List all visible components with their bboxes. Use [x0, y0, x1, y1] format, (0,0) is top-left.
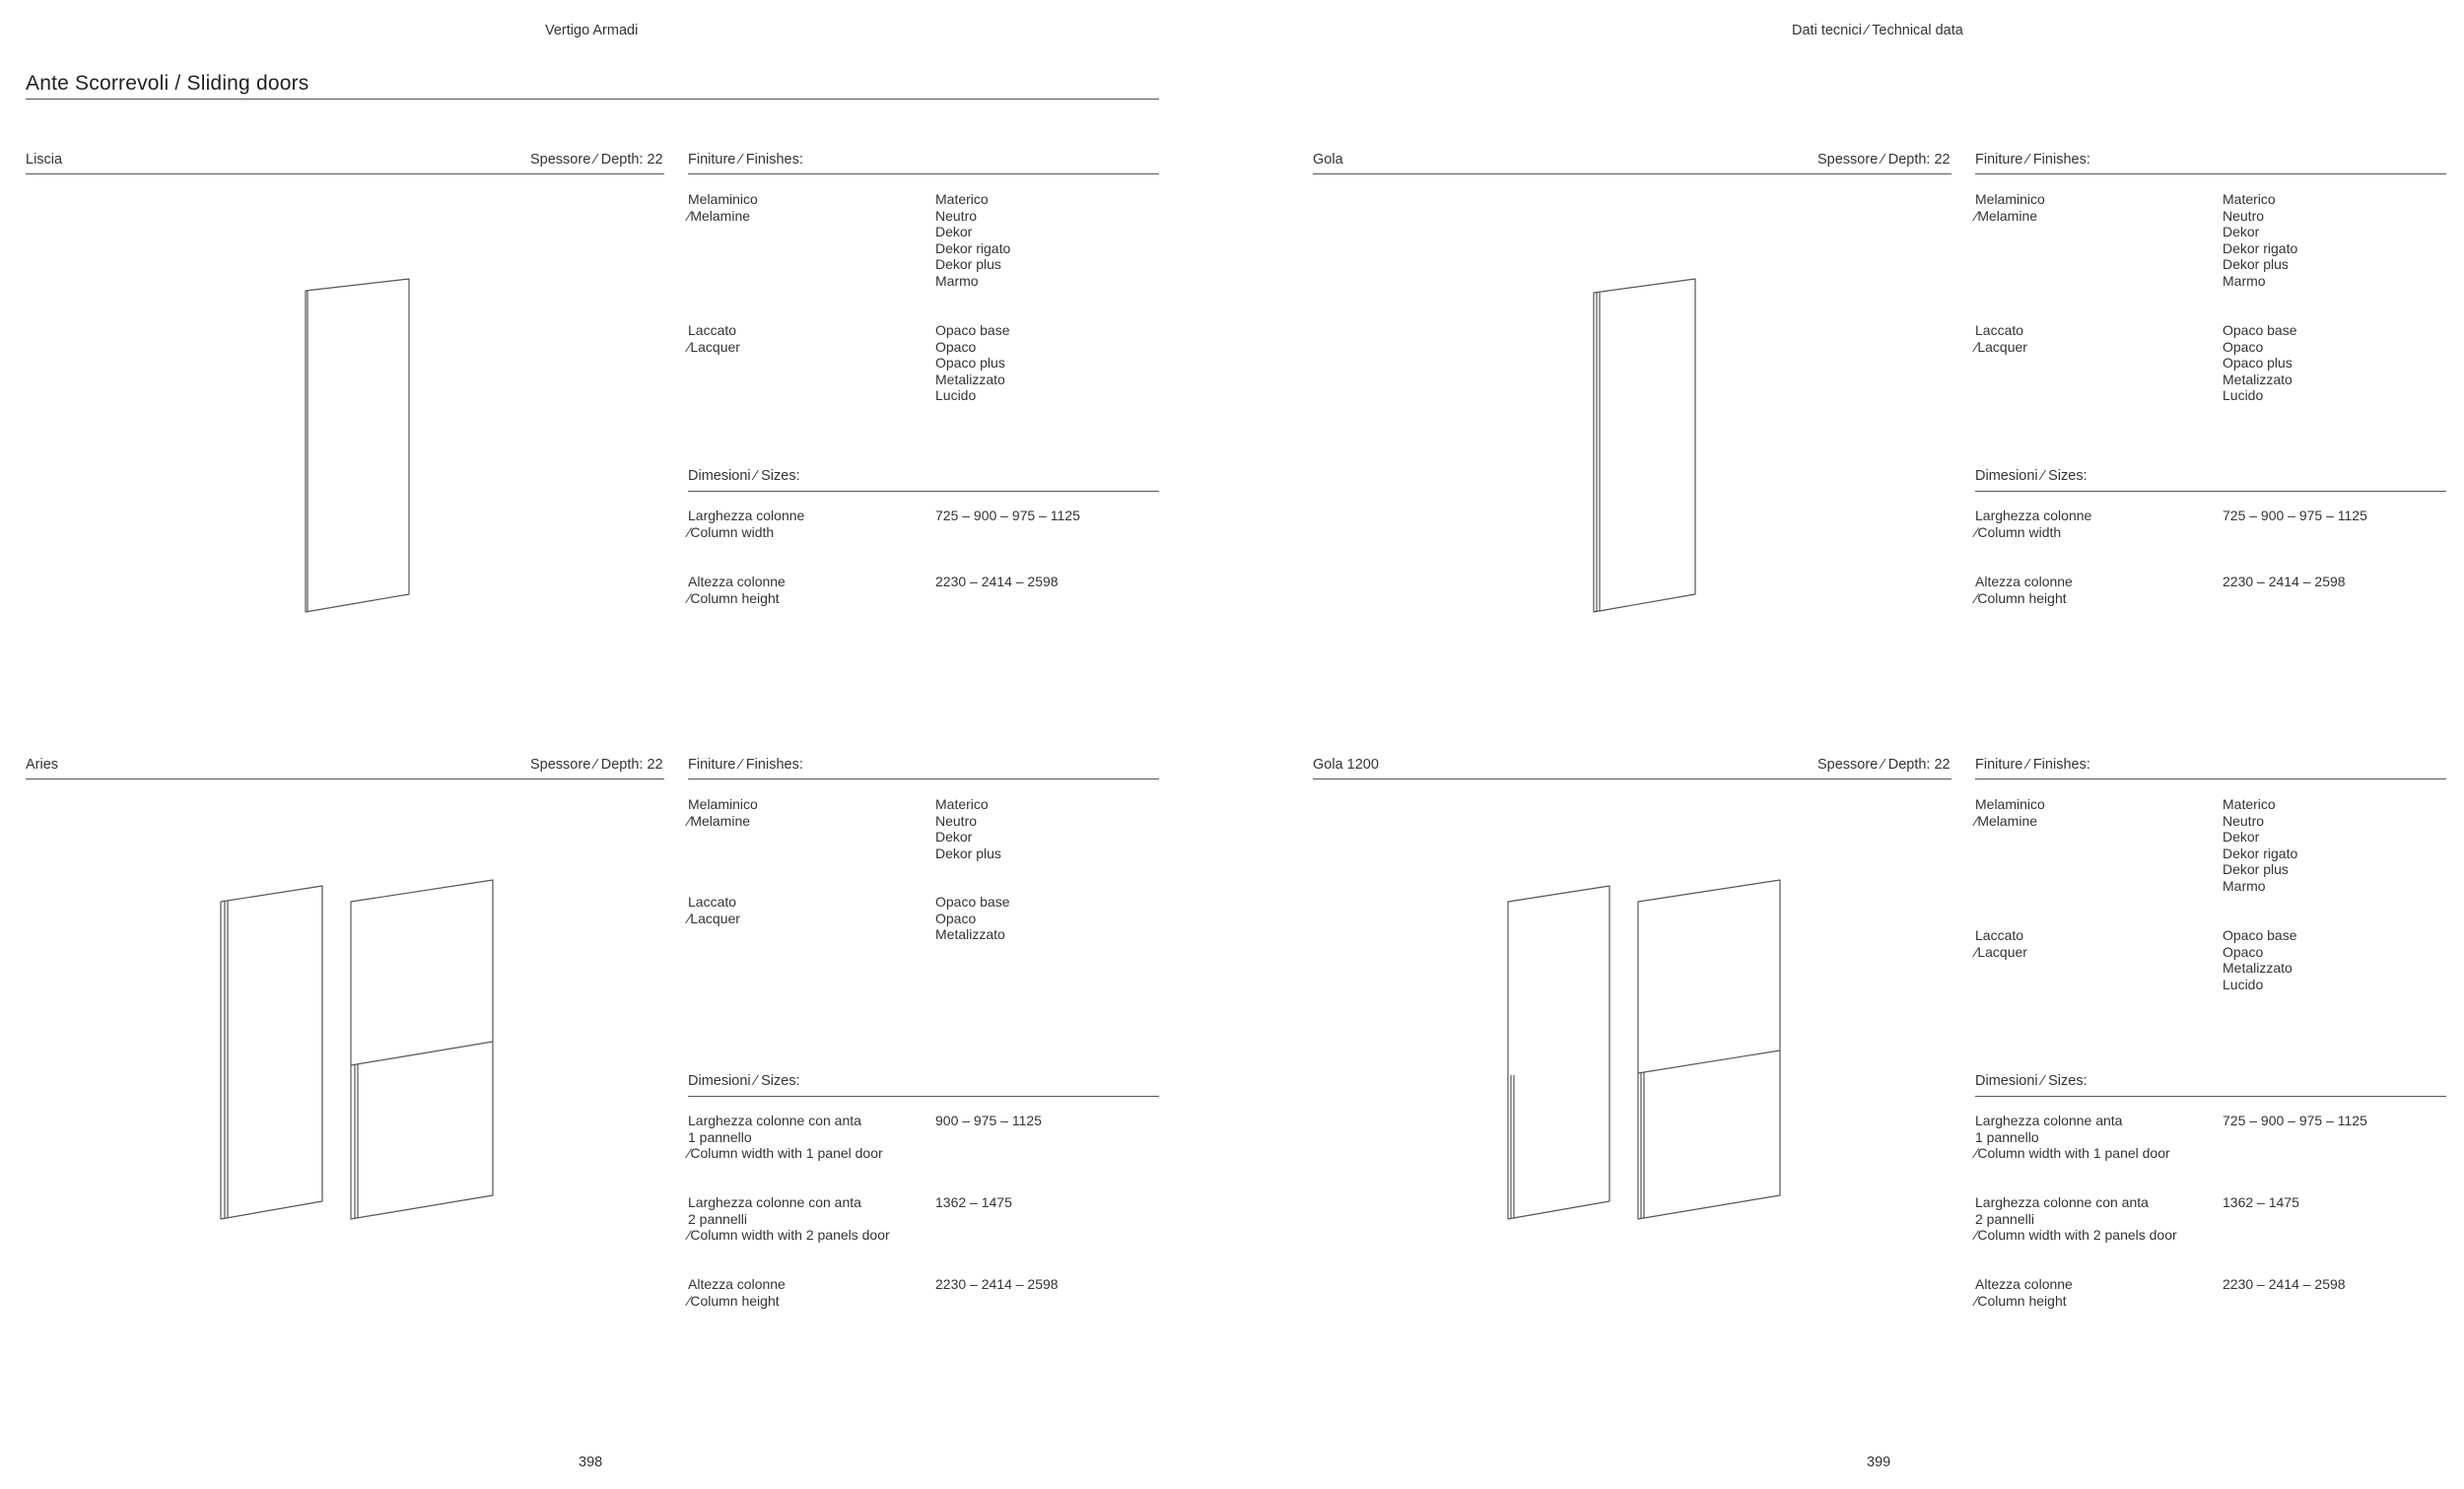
product-name: Gola 1200	[1313, 757, 1379, 773]
page-number-right: 399	[1867, 1455, 1891, 1470]
finish-label: Laccato ⁄Lacquer	[688, 322, 740, 355]
product-name: Liscia	[26, 152, 63, 168]
size-values: 1362 – 1475	[2223, 1194, 2299, 1210]
product-rule	[1313, 173, 1951, 174]
finish-label: Melaminico ⁄Melamine	[688, 191, 758, 224]
sizes-rule	[1975, 1096, 2446, 1097]
sizes-rule	[688, 491, 1159, 492]
size-values: 2230 – 2414 – 2598	[935, 574, 1059, 589]
page-number-left: 398	[579, 1455, 603, 1470]
size-values: 1362 – 1475	[935, 1194, 1012, 1210]
product-depth: Spessore ⁄ Depth: 22	[1817, 152, 1951, 168]
finish-values: Materico Neutro Dekor Dekor rigato Dekor plus Marmo	[2223, 796, 2298, 894]
finish-values: Opaco base Opaco Metalizzato Lucido	[2223, 927, 2297, 992]
door-panel	[306, 279, 409, 612]
product-rule	[1313, 778, 1951, 779]
door-panel-single	[1508, 886, 1609, 1219]
door-drawing-gola-1200	[1504, 872, 1790, 1222]
finish-label: Laccato ⁄Lacquer	[688, 894, 740, 926]
finishes-rule	[688, 778, 1159, 779]
size-label: Altezza colonne ⁄Column height	[1975, 574, 2073, 606]
sizes-heading: Dimesioni ⁄ Sizes:	[688, 468, 800, 484]
size-label: Larghezza colonne ⁄Column width	[1975, 508, 2092, 540]
finish-label: Laccato ⁄Lacquer	[1975, 927, 2027, 960]
size-label: Larghezza colonne ⁄Column width	[688, 508, 805, 540]
finishes-heading: Finiture ⁄ Finishes:	[688, 152, 803, 168]
title-rule	[26, 99, 1159, 100]
finish-values: Opaco base Opaco Opaco plus Metalizzato Lucido	[2223, 322, 2297, 404]
size-label: Larghezza colonne con anta 2 pannelli ⁄Column width with 2 panels door	[1975, 1194, 2177, 1244]
finish-values: Materico Neutro Dekor Dekor plus	[935, 796, 1001, 861]
size-label: Larghezza colonne con anta 2 pannelli ⁄Column width with 2 panels door	[688, 1194, 890, 1244]
running-header-left: Vertigo Armadi	[545, 23, 639, 38]
door-panel-divider	[1638, 1050, 1780, 1073]
sizes-rule	[1975, 491, 2446, 492]
product-name: Gola	[1313, 152, 1343, 168]
product-depth: Spessore ⁄ Depth: 22	[530, 757, 663, 773]
size-values: 2230 – 2414 – 2598	[2223, 1276, 2346, 1292]
sizes-rule	[688, 1096, 1159, 1097]
finish-values: Materico Neutro Dekor Dekor rigato Dekor plus Marmo	[935, 191, 1011, 289]
size-label: Altezza colonne ⁄Column height	[1975, 1276, 2073, 1309]
finishes-heading: Finiture ⁄ Finishes:	[688, 757, 803, 773]
product-depth: Spessore ⁄ Depth: 22	[1817, 757, 1951, 773]
finish-values: Opaco base Opaco Metalizzato	[935, 894, 1010, 943]
size-label: Larghezza colonne anta 1 pannello ⁄Column width with 1 panel door	[1975, 1113, 2170, 1162]
sizes-heading: Dimesioni ⁄ Sizes:	[688, 1073, 800, 1089]
size-values: 725 – 900 – 975 – 1125	[2223, 508, 2367, 523]
finish-label: Melaminico ⁄Melamine	[1975, 796, 2045, 829]
finishes-rule	[1975, 778, 2446, 779]
size-label: Altezza colonne ⁄Column height	[688, 574, 786, 606]
finish-label: Melaminico ⁄Melamine	[1975, 191, 2045, 224]
finishes-heading: Finiture ⁄ Finishes:	[1975, 152, 2090, 168]
door-drawing-aries	[217, 872, 503, 1222]
finishes-rule	[688, 173, 1159, 174]
product-rule	[26, 778, 664, 779]
sizes-heading: Dimesioni ⁄ Sizes:	[1975, 1073, 2088, 1089]
size-values: 725 – 900 – 975 – 1125	[935, 508, 1080, 523]
product-depth: Spessore ⁄ Depth: 22	[530, 152, 663, 168]
door-panel	[1594, 279, 1695, 612]
size-values: 900 – 975 – 1125	[935, 1113, 1042, 1128]
size-values: 2230 – 2414 – 2598	[935, 1276, 1059, 1292]
door-panel-divider	[351, 1042, 493, 1065]
sizes-heading: Dimesioni ⁄ Sizes:	[1975, 468, 2088, 484]
page-title: Ante Scorrevoli / Sliding doors	[26, 72, 309, 95]
size-values: 725 – 900 – 975 – 1125	[2223, 1113, 2367, 1128]
finishes-heading: Finiture ⁄ Finishes:	[1975, 757, 2090, 773]
finish-label: Melaminico ⁄Melamine	[688, 796, 758, 829]
finish-values: Materico Neutro Dekor Dekor rigato Dekor plus Marmo	[2223, 191, 2298, 289]
door-panel-double	[1638, 880, 1780, 1219]
size-label: Larghezza colonne con anta 1 pannello ⁄Column width with 1 panel door	[688, 1113, 883, 1162]
product-name: Aries	[26, 757, 59, 773]
door-panel-double	[351, 880, 493, 1219]
finishes-rule	[1975, 173, 2446, 174]
size-label: Altezza colonne ⁄Column height	[688, 1276, 786, 1309]
door-drawing-gola	[1584, 271, 1712, 616]
door-drawing-liscia	[296, 271, 424, 616]
finish-values: Opaco base Opaco Opaco plus Metalizzato Lucido	[935, 322, 1010, 404]
size-values: 2230 – 2414 – 2598	[2223, 574, 2346, 589]
door-panel-single	[221, 886, 322, 1219]
product-rule	[26, 173, 664, 174]
running-header-right: Dati tecnici ⁄ Technical data	[1792, 23, 1963, 38]
finish-label: Laccato ⁄Lacquer	[1975, 322, 2027, 355]
